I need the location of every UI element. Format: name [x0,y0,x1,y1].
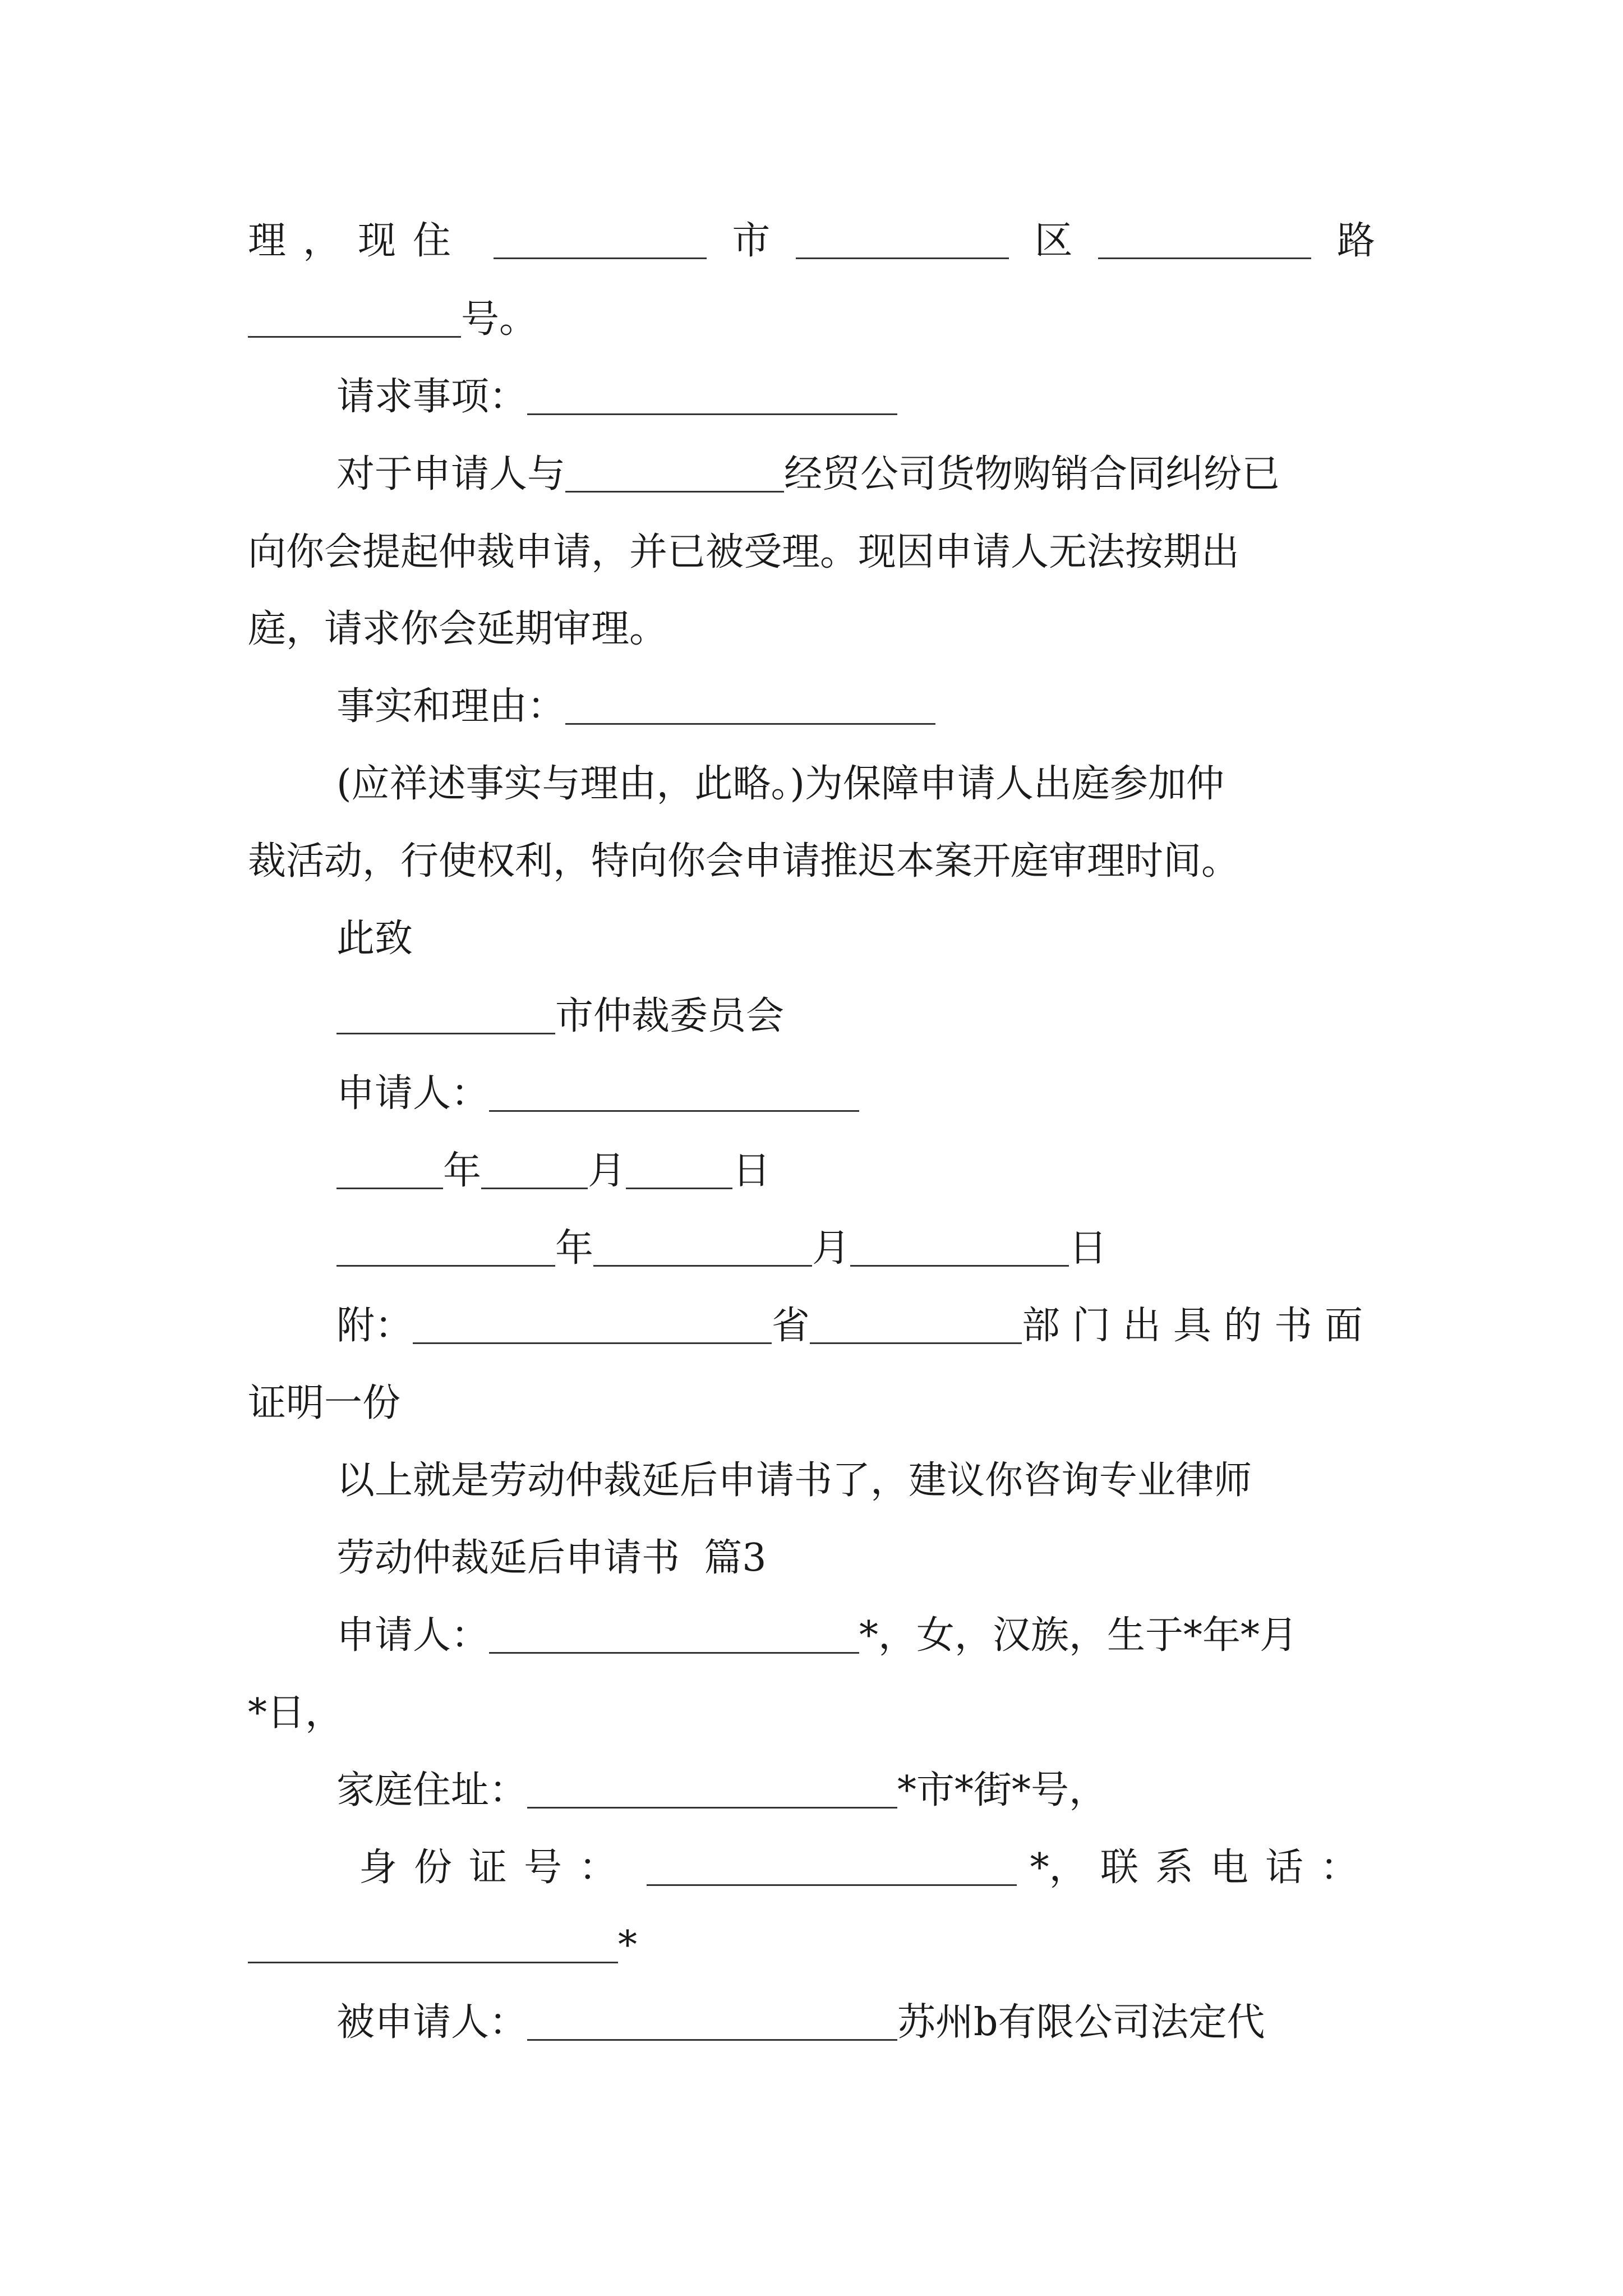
blank-field [1098,224,1311,259]
text-segment: 月 [812,1226,851,1271]
text-segment: 事实和理由： [336,684,566,729]
blank-field [565,689,935,725]
blank-field [413,1309,772,1344]
text-segment: 附： [336,1304,413,1348]
text-segment: 年 [555,1226,594,1271]
blank-field [626,1154,732,1189]
recipient-line [336,988,1375,1045]
applicant-line [336,1608,1375,1664]
text-segment: 区 [1034,219,1073,263]
text-segment: 年 [443,1149,482,1193]
text-segment: 市 [732,219,771,263]
facts-reasons-line [336,679,1375,735]
text-segment: 对于申请人与 [336,452,566,496]
blank-field [336,1231,555,1267]
attachment-line [336,1298,1375,1354]
date-line [336,1221,1375,1277]
text-segment: *， [1030,1846,1087,1890]
paragraph-line: 庭，请求你会延期审理。 [248,607,668,651]
blank-field [336,1154,443,1189]
applicant-signature-line [336,1066,1375,1122]
text-segment: *，女，汉族，生于*年*月 [859,1613,1298,1658]
text-segment: * [618,1923,637,1967]
text-segment: 日 [1069,1226,1108,1271]
text-segment: 家庭住址： [336,1768,528,1812]
paragraph-line: (应祥述事实与理由，此略。)为保障申请人出庭参加仲 [336,762,1225,806]
request-items-line [336,369,1375,425]
text-segment: 日 [732,1149,771,1193]
text-segment: 请求事项： [336,375,528,419]
paragraph-line: 证明一份 [248,1381,401,1425]
blank-field [527,380,897,415]
blank-field [489,1618,859,1654]
blank-field [796,224,1009,259]
blank-field [336,999,555,1034]
blank-field [481,1154,588,1189]
text-segment: 月 [588,1149,626,1193]
blank-field [527,2005,897,2041]
id-phone-line [359,1840,1375,1896]
blank-field [527,1773,897,1809]
paragraph-line: 以上就是劳动仲裁延后申请书了，建议你咨询专业律师 [336,1458,1252,1503]
blank-field [810,1309,1022,1344]
text-segment: 身份证号： [359,1846,634,1890]
blank-field [489,1076,859,1112]
section-heading: 劳动仲裁延后申请书 篇3 [336,1536,767,1580]
blank-field [593,1231,812,1267]
paragraph-line [336,447,1375,503]
text-segment: 号。 [461,297,538,342]
blank-field [565,457,784,493]
text-segment: 路 [1336,219,1375,263]
blank-field [647,1851,1017,1886]
address-number-line [248,292,1375,348]
text-segment: 市仲裁委员会 [555,994,785,1038]
text-segment: *市*街*号， [897,1768,1108,1812]
paragraph-line: 裁活动，行使权利，特向你会申请推迟本案开庭审理时间。 [248,839,1240,884]
text-segment: 理，现住 [248,219,468,263]
date-line [336,1143,1375,1199]
text-segment: 联系电话： [1100,1846,1375,1890]
text-segment: 苏州b有限公司法定代 [897,2000,1265,2045]
paragraph-line: 向你会提起仲裁申请，并已被受理。现因申请人无法按期出 [248,530,1240,574]
text-segment: 申请人： [336,1071,490,1116]
address-line [248,213,1375,269]
text-segment: 省 [771,1304,810,1348]
blank-field [494,224,707,259]
salutation: 此致 [336,917,413,961]
paragraph-line: *日， [248,1691,344,1735]
blank-field [248,302,461,338]
text-segment: 经贸公司货物购销合同纠纷已 [784,452,1280,496]
home-address-line [336,1763,1375,1819]
text-segment: 被申请人： [336,2000,528,2045]
phone-value-line [248,1917,1375,1973]
blank-field [248,1928,618,1963]
blank-field [850,1231,1069,1267]
respondent-line [336,1995,1375,2051]
text-segment: 部门出具的书面 [1021,1304,1375,1348]
text-segment: 申请人： [336,1613,490,1658]
